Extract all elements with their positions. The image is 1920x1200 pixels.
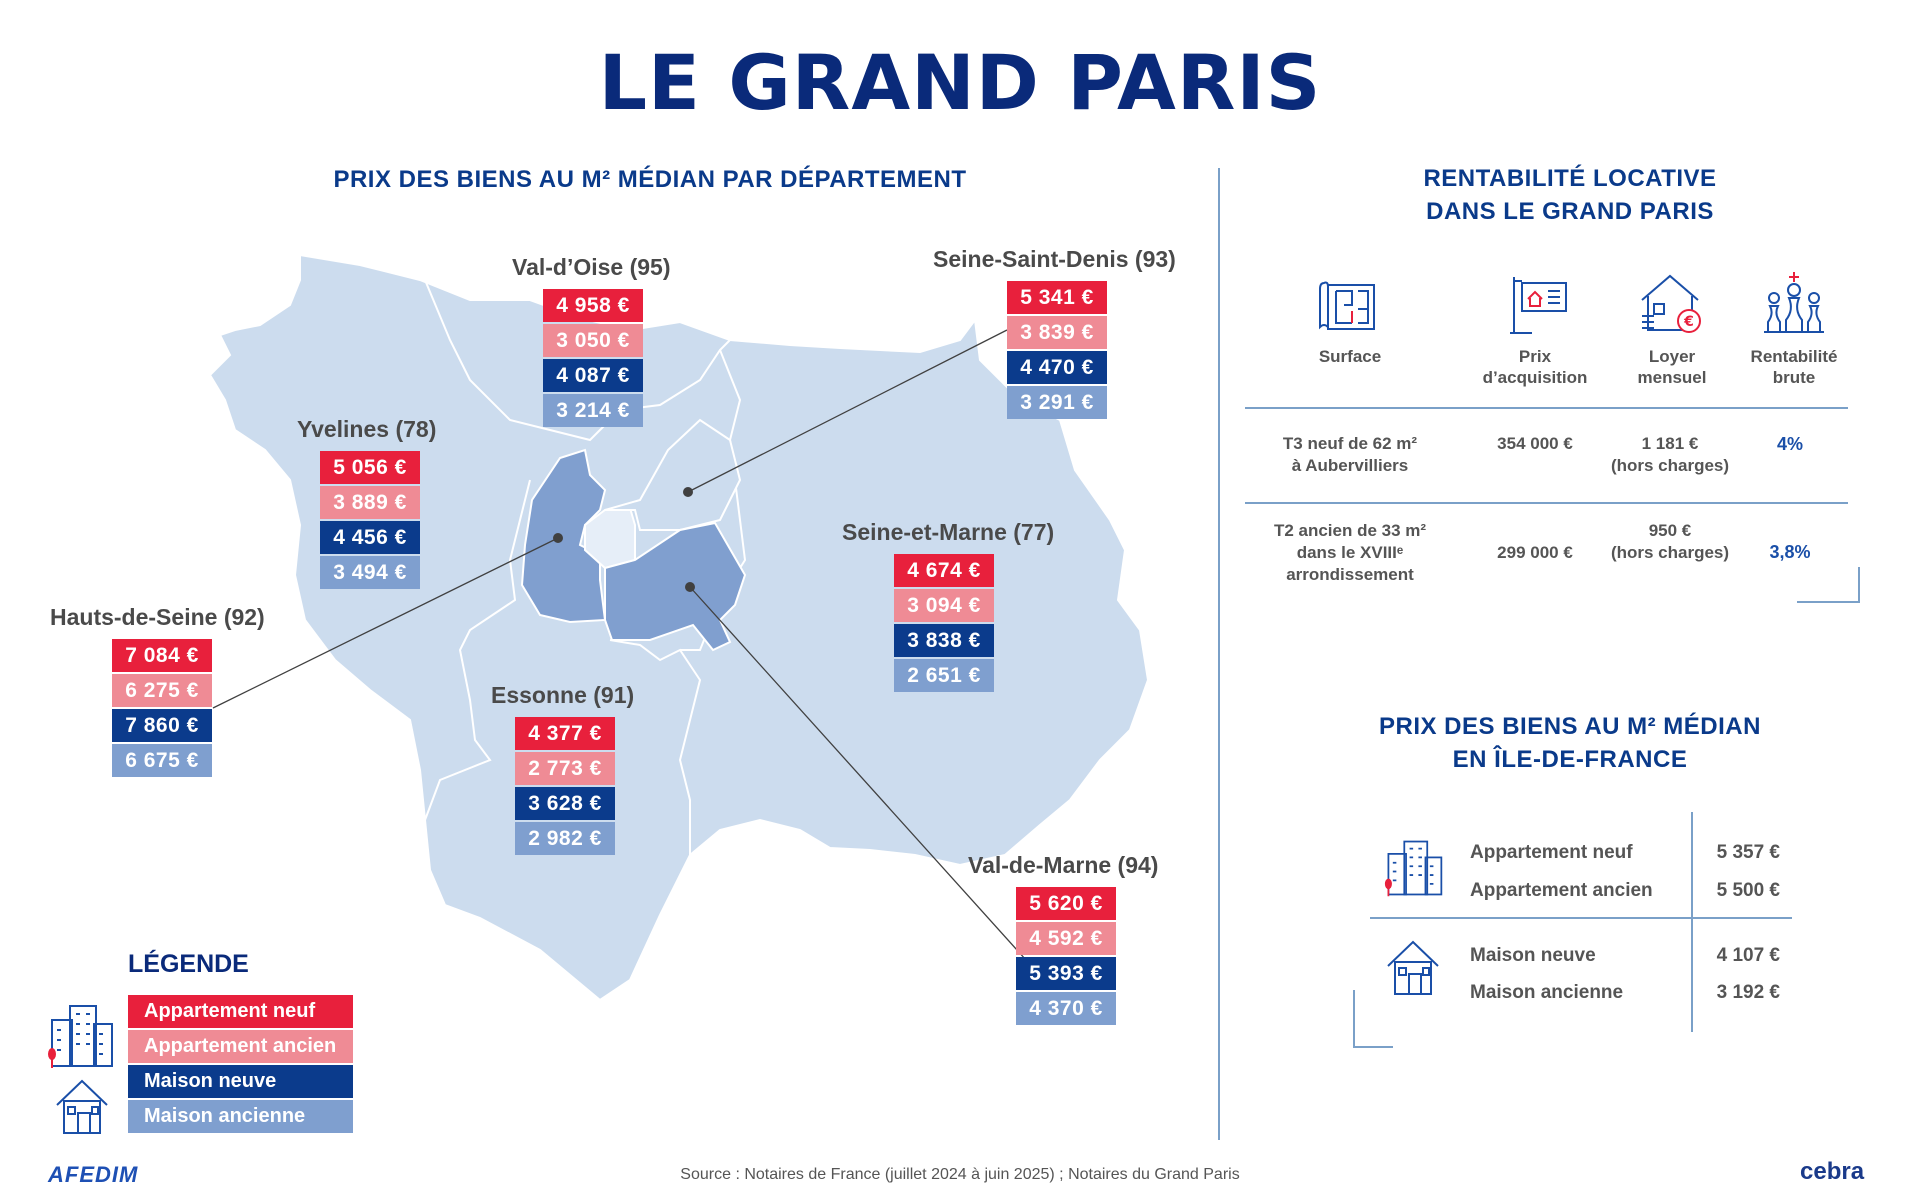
row1-surface-line2: à Aubervilliers xyxy=(1291,456,1409,475)
header-rentabilite xyxy=(1734,346,1854,388)
idf-value-maison-ancienne: 3 192 € xyxy=(1716,982,1780,1003)
row2-surface-line2: dans le XVIIIᵉ xyxy=(1296,543,1404,562)
dept-78-appartement-ancien: 3 889 € xyxy=(320,486,420,519)
header-rentabilite-line2: brute xyxy=(1772,368,1816,387)
dept-93 xyxy=(933,246,1233,421)
dept-91-maison-ancienne: 2 982 € xyxy=(515,822,615,855)
dept-77-maison-neuve: 3 838 € xyxy=(894,624,994,657)
header-surface xyxy=(1290,346,1410,367)
house-icon xyxy=(54,1077,110,1135)
source-note: Source : Notaires de France (juillet 2024 à juin 2025) ; Notaires du Grand Paris xyxy=(680,1166,1240,1183)
dept-92-name: Hauts-de-Seine (92) xyxy=(50,604,265,630)
header-prix xyxy=(1470,346,1600,388)
idf-bracket-v xyxy=(1353,990,1355,1048)
svg-text:€: € xyxy=(1684,314,1694,330)
dept-94-appartement-neuf: 5 620 € xyxy=(1016,887,1116,920)
sale-sign-icon xyxy=(1508,273,1570,335)
corner-bracket-v xyxy=(1858,567,1860,603)
row2-loyer-line1: 950 € xyxy=(1648,521,1692,540)
dept-94-maison-ancienne: 4 370 € xyxy=(1016,992,1116,1025)
dept-91-name: Essonne (91) xyxy=(491,682,635,708)
dept-94-maison-neuve: 5 393 € xyxy=(1016,957,1116,990)
row2-prix: 299 000 € xyxy=(1497,543,1573,562)
idf-house-icon xyxy=(1385,938,1441,996)
dot-93 xyxy=(683,487,693,497)
legend-title: LÉGENDE xyxy=(128,950,249,978)
row2-surface xyxy=(1250,520,1450,586)
legend-maison-neuve: Maison neuve xyxy=(128,1065,353,1098)
header-loyer xyxy=(1612,346,1732,388)
dept-95-appartement-neuf: 4 958 € xyxy=(543,289,643,322)
idf-value-appartement-ancien: 5 500 € xyxy=(1716,880,1780,901)
rentabilite-title-line1: RENTABILITÉ LOCATIVE xyxy=(1423,165,1717,192)
dept-78-appartement-neuf: 5 056 € xyxy=(320,451,420,484)
dept-95-name: Val-d’Oise (95) xyxy=(512,254,671,280)
dept-92-appartement-neuf: 7 084 € xyxy=(112,639,212,672)
dept-77-appartement-ancien: 3 094 € xyxy=(894,589,994,622)
dept-91-maison-neuve: 3 628 € xyxy=(515,787,615,820)
legend-appartement-neuf: Appartement neuf xyxy=(128,995,353,1028)
dept-91 xyxy=(491,682,791,857)
dept-93-maison-ancienne: 3 291 € xyxy=(1007,386,1107,419)
legend-maison-ancienne: Maison ancienne xyxy=(128,1100,353,1133)
idf-value-appartement-neuf: 5 357 € xyxy=(1716,842,1780,863)
idf-title xyxy=(1300,710,1840,776)
header-prix-line2: d’acquisition xyxy=(1482,368,1588,387)
chess-pieces-icon xyxy=(1762,270,1826,336)
dept-92 xyxy=(50,604,350,779)
dept-77-maison-ancienne: 2 651 € xyxy=(894,659,994,692)
map-section-title: PRIX DES BIENS AU M² MÉDIAN PAR DÉPARTEMENT xyxy=(333,166,967,193)
legend-appartement-ancien: Appartement ancien xyxy=(128,1030,353,1063)
dot-94 xyxy=(685,582,695,592)
row2-loyer xyxy=(1600,520,1740,564)
idf-divider-h xyxy=(1370,917,1792,919)
dept-93-name: Seine-Saint-Denis (93) xyxy=(933,246,1176,272)
dept-78 xyxy=(297,416,597,591)
rentabilite-title xyxy=(1300,162,1840,228)
dept-92-appartement-ancien: 6 275 € xyxy=(112,674,212,707)
dept-93-appartement-neuf: 5 341 € xyxy=(1007,281,1107,314)
row1-surface xyxy=(1260,433,1440,477)
idf-building-icon xyxy=(1383,838,1445,898)
dept-91-appartement-neuf: 4 377 € xyxy=(515,717,615,750)
dept-77 xyxy=(842,519,1142,694)
dept-94 xyxy=(968,852,1268,1027)
dept-91-appartement-ancien: 2 773 € xyxy=(515,752,615,785)
corner-bracket-h xyxy=(1797,601,1860,603)
idf-value-maison-neuve: 4 107 € xyxy=(1716,945,1780,966)
afedim-logo: AFEDIM xyxy=(48,1162,139,1187)
dept-92-maison-ancienne: 6 675 € xyxy=(112,744,212,777)
dept-78-maison-ancienne: 3 494 € xyxy=(320,556,420,589)
header-surface-line1: Surface xyxy=(1318,347,1382,366)
row2-rentabilite: 3,8% xyxy=(1769,542,1811,562)
row1-loyer xyxy=(1600,433,1740,477)
dept-77-appartement-neuf: 4 674 € xyxy=(894,554,994,587)
idf-label-appartement-ancien: Appartement ancien xyxy=(1470,880,1653,901)
dept-94-name: Val-de-Marne (94) xyxy=(968,852,1159,878)
vertical-divider xyxy=(1218,168,1220,1140)
idf-label-maison-neuve: Maison neuve xyxy=(1470,945,1596,966)
idf-title-line1: PRIX DES BIENS AU M² MÉDIAN xyxy=(1379,713,1761,740)
dept-92-maison-neuve: 7 860 € xyxy=(112,709,212,742)
dept-78-name: Yvelines (78) xyxy=(297,416,437,442)
page-title: LE GRAND PARIS xyxy=(598,38,1322,127)
idf-bracket-h xyxy=(1353,1046,1393,1048)
row1-surface-line1: T3 neuf de 62 m² xyxy=(1282,434,1418,453)
row1-prix: 354 000 € xyxy=(1497,434,1573,453)
header-loyer-line2: mensuel xyxy=(1637,368,1707,387)
row1-rentabilite: 4% xyxy=(1776,434,1803,454)
dept-94-appartement-ancien: 4 592 € xyxy=(1016,922,1116,955)
idf-label-appartement-neuf: Appartement neuf xyxy=(1470,842,1633,863)
idf-title-line2: EN ÎLE-DE-FRANCE xyxy=(1452,746,1688,773)
header-prix-line1: Prix xyxy=(1518,347,1552,366)
header-loyer-line1: Loyer xyxy=(1648,347,1696,366)
header-rentabilite-line1: Rentabilité xyxy=(1750,347,1838,366)
dept-95-maison-neuve: 4 087 € xyxy=(543,359,643,392)
rentabilite-title-line2: DANS LE GRAND PARIS xyxy=(1426,198,1714,225)
row1-loyer-line1: 1 181 € xyxy=(1641,434,1699,453)
house-euro-icon xyxy=(1640,272,1704,336)
idf-label-maison-ancienne: Maison ancienne xyxy=(1470,982,1624,1003)
floorplan-icon xyxy=(1318,275,1378,335)
row2-surface-line1: T2 ancien de 33 m² xyxy=(1273,521,1427,540)
dept-95 xyxy=(512,254,812,429)
dept-93-appartement-ancien: 3 839 € xyxy=(1007,316,1107,349)
row1-loyer-line2: (hors charges) xyxy=(1610,456,1730,475)
dept-95-appartement-ancien: 3 050 € xyxy=(543,324,643,357)
building-icon xyxy=(46,1002,116,1070)
row2-loyer-line2: (hors charges) xyxy=(1610,543,1730,562)
table-divider-middle xyxy=(1245,502,1848,504)
dept-93-maison-neuve: 4 470 € xyxy=(1007,351,1107,384)
table-divider-top xyxy=(1245,407,1848,409)
dept-95-maison-ancienne: 3 214 € xyxy=(543,394,643,427)
dept-77-name: Seine-et-Marne (77) xyxy=(842,519,1055,545)
row2-surface-line3: arrondissement xyxy=(1286,565,1414,584)
cebra-logo: cebra xyxy=(1800,1158,1865,1185)
dept-78-maison-neuve: 4 456 € xyxy=(320,521,420,554)
